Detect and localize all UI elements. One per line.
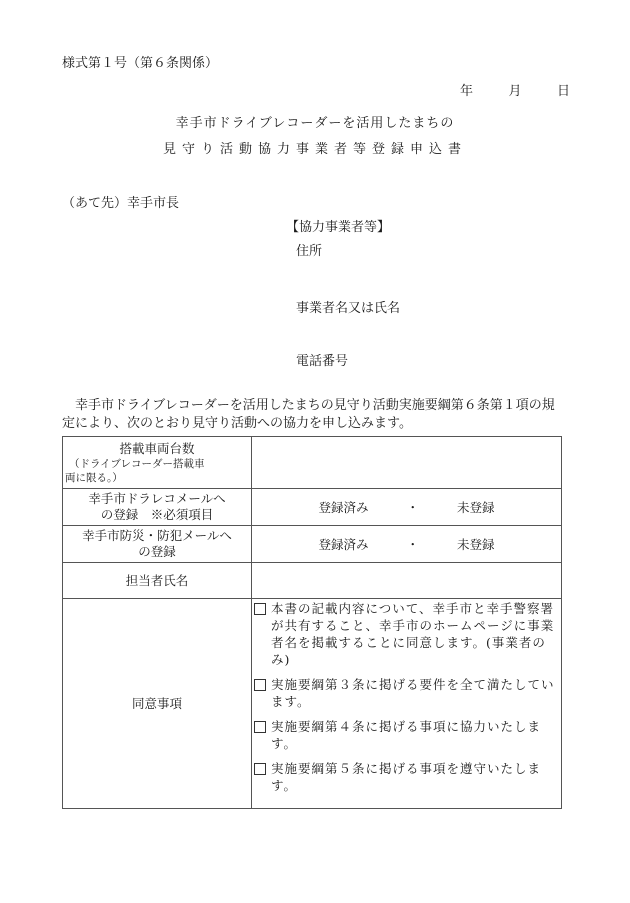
drareco-separator: ・	[406, 500, 419, 515]
phone-label: 電話番号	[296, 354, 349, 369]
contact-row	[63, 563, 562, 599]
drareco-label-cell	[63, 489, 252, 526]
checkbox-icon[interactable]	[254, 679, 266, 691]
vehicles-label: 搭載車両台数	[119, 440, 195, 456]
contact-label: 担当者氏名	[63, 563, 252, 599]
address-label: 住所	[296, 244, 323, 259]
vehicles-input-cell[interactable]	[252, 437, 562, 489]
consent-item[interactable]	[252, 600, 561, 668]
drareco-label-line2: の登録 ※必須項目	[100, 507, 214, 522]
consent-label: 同意事項	[63, 599, 252, 809]
date-day: 日	[556, 84, 570, 99]
drareco-options-cell[interactable]	[252, 489, 562, 526]
checkbox-icon[interactable]	[254, 721, 266, 733]
consent-item[interactable]	[252, 760, 561, 794]
consent-item-text: 実施要綱第４条に掲げる事項に協力いたします。	[271, 719, 542, 751]
consent-item-text: 実施要綱第５条に掲げる事項を遵守いたします。	[271, 761, 542, 793]
date-year: 年	[460, 84, 474, 99]
vehicles-label-cell	[63, 437, 252, 489]
drareco-label-line1: 幸手市ドラレコメールへ	[88, 491, 226, 506]
vehicles-note-line2: 両に限る。）	[65, 471, 123, 484]
consent-item-text: 本書の記載内容について、幸手市と幸手警察署が共有すること、幸手市のホームページに事業者名を掲載することに同意します。(事業者のみ)	[271, 601, 555, 667]
document-title-line2: 見守り活動協力事業者等登録申込書	[162, 142, 467, 157]
bousai-label-line2: の登録	[138, 544, 176, 559]
contact-input-cell[interactable]	[252, 563, 562, 599]
consent-item[interactable]	[252, 676, 561, 710]
intro-paragraph: 幸手市ドライブレコーダーを活用したまちの見守り活動実施要綱第６条第１項の規定により、次のとおり見守り活動への協力を申し込みます。	[62, 398, 555, 431]
applicant-name-label: 事業者名又は氏名	[296, 301, 401, 316]
bousai-row	[63, 526, 562, 563]
bousai-options-cell[interactable]	[252, 526, 562, 563]
bousai-label-line1: 幸手市防災・防犯メールへ	[82, 528, 232, 543]
checkbox-icon[interactable]	[254, 763, 266, 775]
consent-item[interactable]	[252, 718, 561, 752]
drareco-row	[63, 489, 562, 526]
bousai-label-cell	[63, 526, 252, 563]
consent-item-text: 実施要綱第３条に掲げる要件を全て満たしています。	[271, 677, 555, 709]
consent-row	[63, 599, 562, 809]
application-table	[62, 436, 562, 809]
consent-items-cell	[252, 599, 562, 809]
form-number: 様式第１号（第６条関係）	[62, 56, 219, 71]
document-title-line1: 幸手市ドライブレコーダーを活用したまちの	[175, 116, 455, 131]
drareco-unregistered-option[interactable]: 未登録	[456, 500, 495, 515]
addressee: （あて先）幸手市長	[62, 196, 180, 211]
date-month: 月	[508, 84, 522, 99]
date-line	[460, 80, 570, 99]
vehicles-row	[63, 437, 562, 489]
bousai-unregistered-option[interactable]: 未登録	[456, 537, 495, 552]
checkbox-icon[interactable]	[254, 603, 266, 615]
bousai-separator: ・	[406, 537, 419, 552]
vehicles-note-line1: （ドライブレコーダー搭載車	[69, 457, 205, 470]
drareco-registered-option[interactable]: 登録済み	[318, 500, 369, 515]
bousai-registered-option[interactable]: 登録済み	[318, 537, 369, 552]
applicant-heading: 【協力事業者等】	[286, 220, 391, 235]
